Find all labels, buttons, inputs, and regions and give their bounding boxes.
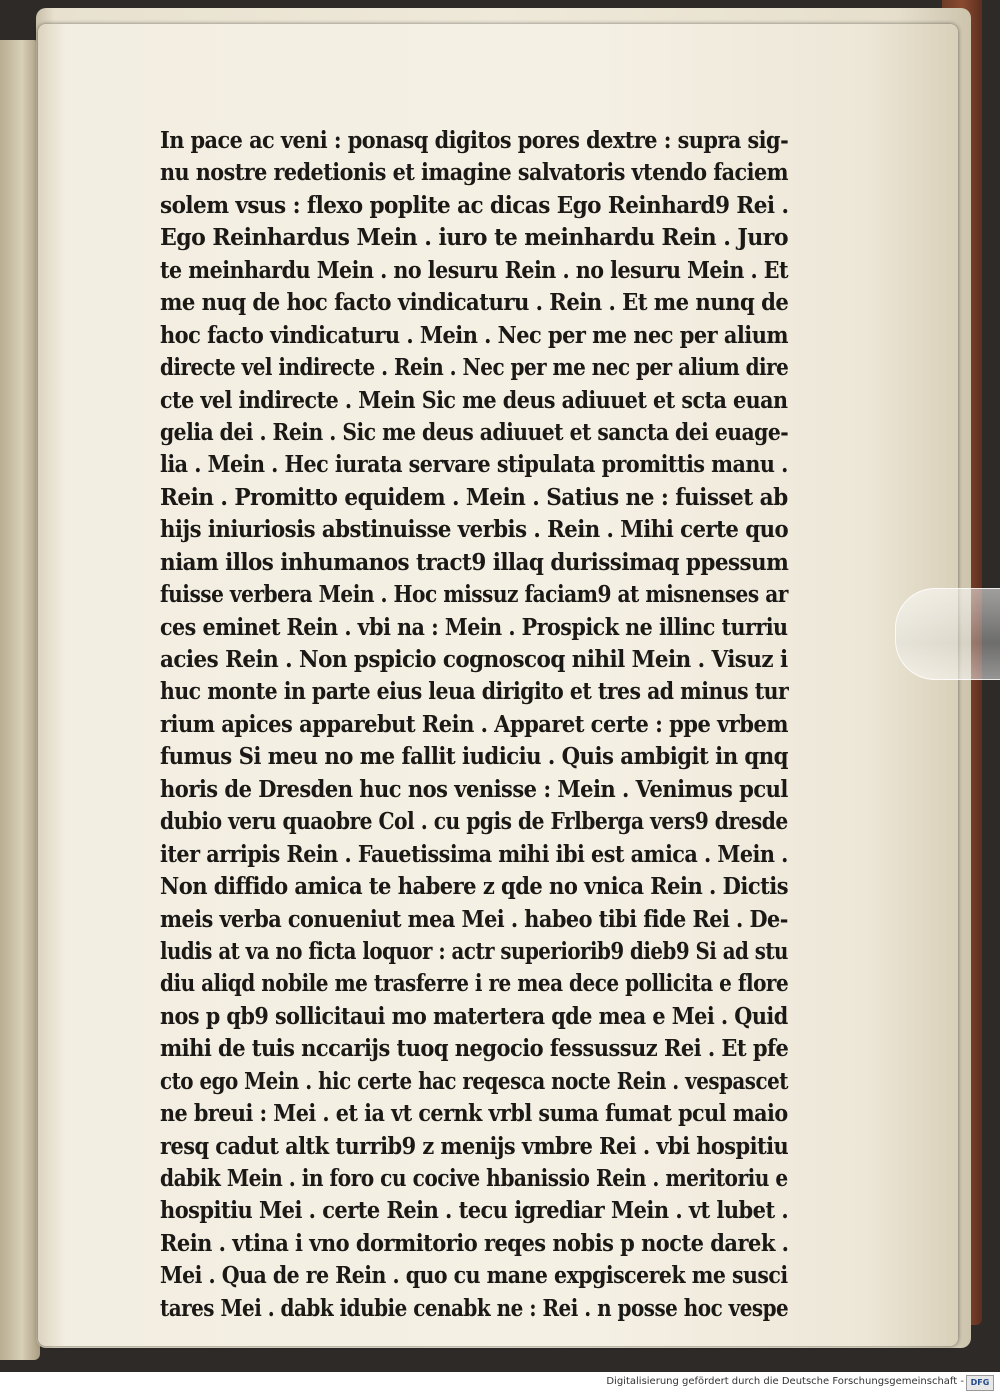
text-line: niam illos inhumanos tract9 illaq durissimaq ppessum bbox=[160, 547, 789, 576]
text-line: nu nostre redetionis et imagine salvatoris vtendo faciem bbox=[160, 158, 789, 187]
text-line: rium apices apparebut Rein . Apparet certe : ppe vrbem bbox=[160, 709, 788, 738]
left-page-edge bbox=[0, 40, 40, 1360]
text-line: hospitiu Mei . certe Rein . tecu igrediar Mein . vt lubet . bbox=[160, 1196, 789, 1225]
text-line: mihi de tuis nccarijs tuoq negocio fessussuz Rei . Et pfe bbox=[160, 1034, 789, 1063]
text-line: diu aliqd nobile me trasferre i re mea dece pollicita e flore bbox=[160, 969, 789, 998]
text-line: tares Mei . dabk idubie cenabk ne : Rei . n posse hoc vespe bbox=[160, 1293, 789, 1322]
text-line: In pace ac veni : ponasq digitos pores dextre : supra sig- bbox=[160, 126, 789, 154]
text-line: meis verba conueniut mea Mei . habeo tibi fide Rei . De- bbox=[160, 904, 788, 933]
dfg-logo: DFG bbox=[966, 1375, 994, 1391]
printed-text-block bbox=[160, 124, 800, 1324]
text-line: Rein . vtina i vno dormitorio reqes nobis p nocte darek . bbox=[160, 1228, 789, 1257]
text-line: horis de Dresden huc nos venisse : Mein . Venimus pcul bbox=[160, 774, 788, 803]
text-line: ces eminet Rein . vbi na : Mein . Prospick ne illinc turriu bbox=[160, 612, 788, 641]
text-line: fumus Si meu no me fallit iudiciu . Quis ambigit in qnq bbox=[160, 742, 788, 771]
text-line: nos p qb9 sollicitaui mo matertera qde mea e Mei . Quid bbox=[160, 1001, 788, 1030]
text-line: ludis at va no ficta loquor : actr superiorib9 dieb9 Si ad stu bbox=[160, 936, 788, 965]
text-line: dubio veru quaobre Col . cu pgis de Frlberga vers9 dresde bbox=[160, 807, 788, 836]
text-line: dabik Mein . in foro cu cocive hbanissio Rein . meritoriu e bbox=[160, 1164, 788, 1192]
text-line: ne breui : Mei . et ia vt cernk vrbl suma fumat pcul maio bbox=[160, 1099, 788, 1128]
text-line: Ego Reinhardus Mein . iuro te meinhardu Rein . Juro bbox=[160, 223, 788, 252]
footer-bar bbox=[0, 1372, 1000, 1393]
text-line: gelia dei . Rein . Sic me deus adiuuet et sancta dei euage- bbox=[160, 417, 789, 446]
text-line: Non diffido amica te habere z qde no vnica Rein . Dictis bbox=[160, 872, 789, 901]
text-line: acies Rein . Non pspicio cognoscoq nihil Mein . Visuz i bbox=[160, 645, 788, 673]
text-line: hijs iniuriosis abstinuisse verbis . Rein . Mihi certe quo bbox=[160, 515, 789, 544]
text-line: solem vsus : flexo poplite ac dicas Ego Reinhard9 Rei . bbox=[160, 190, 789, 219]
text-line: hoc facto vindicaturu . Mein . Nec per me nec per alium bbox=[160, 320, 789, 349]
text-line: Rein . Promitto equidem . Mein . Satius ne : fuisset ab bbox=[160, 482, 788, 511]
text-line: cte vel indirecte . Mein Sic me deus adiuuet et scta euan bbox=[160, 385, 788, 414]
text-line: cto ego Mein . hic certe hac reqesca nocte Rein . vespascet bbox=[160, 1066, 788, 1095]
text-line: resq cadut altk turrib9 z menijs vmbre Rei . vbi hospitiu bbox=[160, 1131, 789, 1160]
text-line: me nuq de hoc facto vindicaturu . Rein . Et me nunq de bbox=[160, 288, 789, 317]
text-line: te meinhardu Mein . no lesuru Rein . no lesuru Mein . Et bbox=[160, 255, 789, 284]
text-line: iter arripis Rein . Fauetissima mihi ibi est amica . Mein . bbox=[160, 839, 788, 868]
text-line: directe vel indirecte . Rein . Nec per me nec per alium dire bbox=[160, 353, 789, 382]
funding-credit: Digitalisierung gefördert durch die Deutsche Forschungsgemeinschaft - bbox=[606, 1376, 964, 1387]
text-line: huc monte in parte eius leua dirigito et tres ad minus tur bbox=[160, 677, 789, 706]
text-line: fuisse verbera Mein . Hoc missuz faciam9 at misnenses ar bbox=[160, 580, 788, 609]
text-line: lia . Mein . Hec iurata servare stipulata promittis manu . bbox=[160, 450, 788, 479]
page-clip bbox=[895, 588, 1000, 680]
text-line: Mei . Qua de re Rein . quo cu mane expgiscerek me susci bbox=[160, 1261, 788, 1290]
